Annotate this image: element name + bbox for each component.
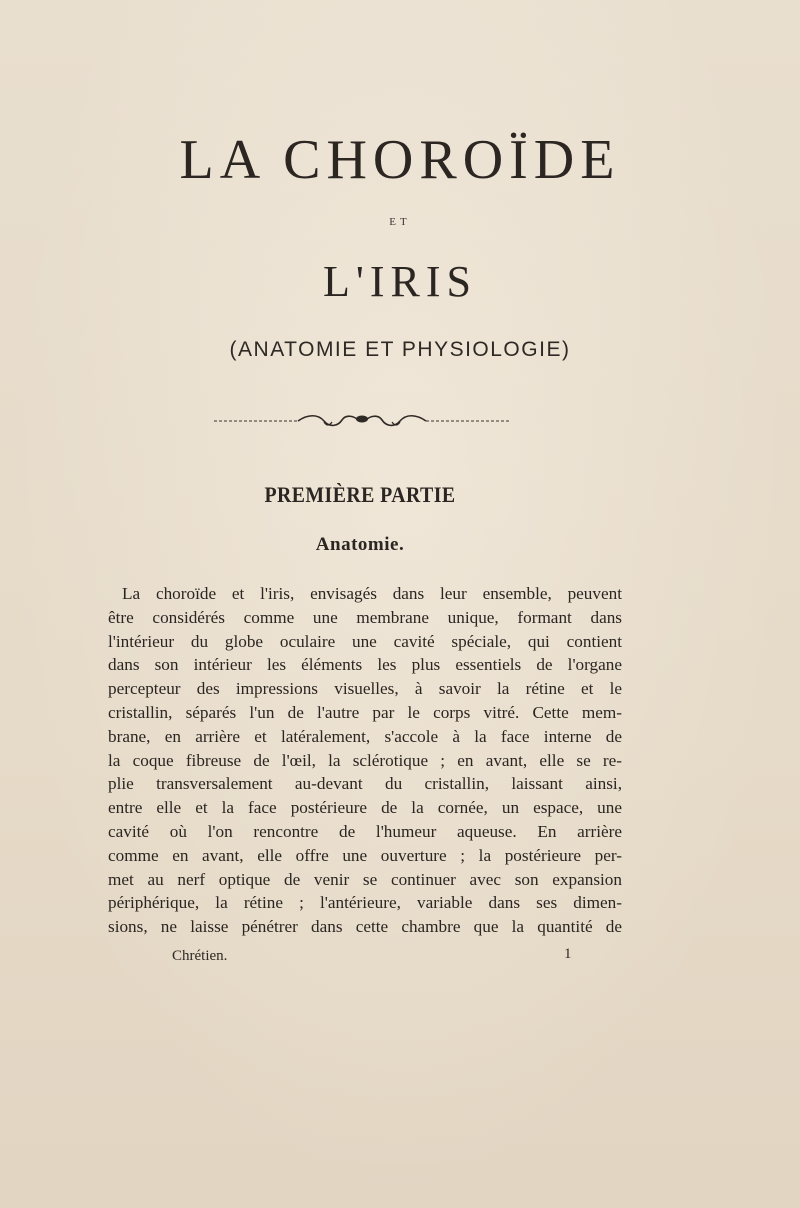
body-line: La choroïde et l'iris, envisagés dans leur ensemble, peuvent — [122, 584, 622, 603]
sheet-number: 1 — [564, 946, 572, 962]
subtitle: (ANATOMIE ET PHYSIOLOGIE) — [229, 338, 571, 361]
decorative-rule-icon — [212, 408, 512, 432]
body-line: dans son intérieur les éléments les plus essentiels de l'organe — [108, 655, 622, 675]
body-line: périphérique, la rétine ; l'antérieure, variable dans ses dimen- — [108, 893, 622, 913]
body-paragraph — [108, 582, 622, 939]
main-title: LA CHOROÏDE — [179, 129, 621, 191]
body-line: sions, ne laisse pénétrer dans cette chambre que la quantité de — [108, 917, 622, 937]
body-line: être considérés comme une membrane unique, formant dans — [108, 607, 622, 627]
body-line: l'intérieur du globe oculaire une cavité spéciale, qui contient — [108, 631, 622, 651]
body-line: percepteur des impressions visuelles, à savoir la rétine et le — [108, 679, 622, 699]
body-line: cavité où l'on rencontre de l'humeur aqueuse. En arrière — [108, 821, 622, 841]
body-line: brane, en arrière et latéralement, s'accole à la face interne de — [108, 726, 622, 746]
body-line: comme en avant, elle offre une ouverture ; la postérieure per- — [108, 845, 622, 865]
body-line: entre elle et la face postérieure de la cornée, un espace, une — [108, 798, 622, 818]
body-line: cristallin, séparés l'un de l'autre par le corps vitré. Cette mem- — [108, 702, 622, 722]
footer-signature: Chrétien. — [172, 948, 228, 964]
section-heading: Anatomie. — [315, 534, 405, 555]
part-heading: PREMIÈRE PARTIE — [264, 482, 456, 507]
body-line: plie transversalement au-devant du cristallin, laissant ainsi, — [108, 774, 622, 794]
title-conjunction: ET — [389, 216, 411, 228]
body-line: la coque fibreuse de l'œil, la sclérotique ; en avant, elle se re- — [108, 750, 622, 770]
secondary-title: L'IRIS — [323, 257, 477, 306]
body-line: met au nerf optique de venir se continuer avec son expansion — [108, 869, 622, 889]
